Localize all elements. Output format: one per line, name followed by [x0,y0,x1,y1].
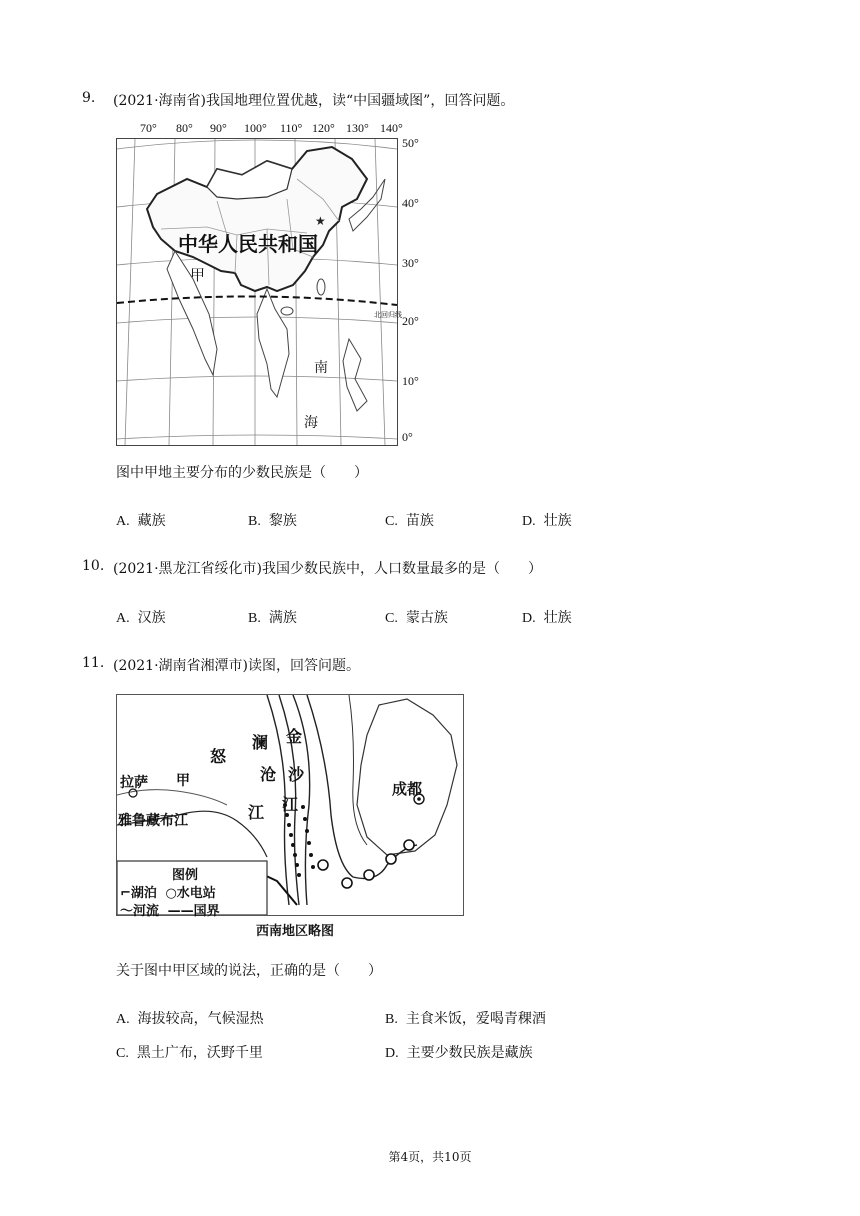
question-11-number: 11. [82,655,105,671]
legend-row-2 [120,900,220,919]
label-yarlung-tsangpo: 雅鲁藏布江 [118,813,188,829]
question-9-number: 9. [82,90,96,106]
q11-option-a[interactable] [116,1008,264,1028]
sea-label-nan: 南 [314,360,328,376]
q11-option-a-text: 海拔较高，气候湿热 [137,1011,264,1027]
q9-option-c[interactable] [385,510,434,530]
label-lan-river: 澜 [252,733,269,752]
q11-option-c-text: 黑土广布，沃野千里 [136,1045,263,1061]
q11-option-c[interactable] [116,1042,263,1062]
q10-option-b-letter: B. [248,611,261,626]
question-10-text: (2021·黑龙江省绥化市)我国少数民族中，人口数量最多的是（ ） [113,561,543,577]
lon-tick-80: 80° [176,121,193,135]
lake-icon: ⌐ [120,886,131,901]
label-lhasa: 拉萨 [120,775,148,791]
border-icon: —— [167,904,194,919]
q11-option-b-text: 主食米饭，爱喝青稞酒 [405,1011,546,1027]
lon-tick-110: 110° [280,121,303,135]
lon-tick-120: 120° [312,121,335,135]
lon-tick-90: 90° [210,121,227,135]
q10-option-d-letter: D. [522,611,536,626]
q9-option-a[interactable] [116,510,166,530]
label-jiang-1: 江 [248,803,265,822]
lon-tick-100: 100° [244,121,267,135]
q9-option-b-text: 黎族 [268,513,297,529]
label-jia-region: 甲 [176,773,190,789]
q9-option-d-letter: D. [522,514,536,529]
legend-border: 国界 [193,904,220,919]
map-caption: 西南地区略图 [256,924,335,939]
q10-option-d-text: 壮族 [543,610,572,626]
hydropower-station-icon: ○ [165,886,177,901]
legend-row-1 [120,882,216,901]
question-9-subquestion: 图中甲地主要分布的少数民族是（ ） [116,465,368,481]
question-11-subquestion: 关于图中甲区域的说法，正确的是（ ） [116,963,382,979]
lat-tick-30: 30° [402,256,419,270]
lon-tick-130: 130° [346,121,369,135]
lat-tick-40: 40° [402,196,419,210]
longitude-ticks [140,121,420,135]
label-jiang-2: 江 [282,795,299,814]
q11-option-d-text: 主要少数民族是藏族 [406,1045,533,1061]
lat-tick-20: 20° [402,314,419,328]
legend-station: 水电站 [176,886,216,901]
q10-option-b-text: 满族 [268,610,297,626]
q9-option-d[interactable] [522,510,572,530]
legend-lake: 湖泊 [130,886,157,901]
q9-option-b[interactable] [248,510,297,530]
q9-option-c-text: 苗族 [405,513,434,529]
q10-option-a-text: 汉族 [137,610,166,626]
q11-option-b-letter: B. [385,1012,398,1027]
q9-option-c-letter: C. [385,514,398,529]
china-territory-map [116,138,398,446]
lon-tick-70: 70° [140,121,157,135]
question-10-number: 10. [82,558,105,574]
label-cang-river: 沧 [260,765,277,784]
q11-option-c-letter: C. [116,1046,129,1061]
question-9-text: (2021·海南省)我国地理位置优越，读“中国疆域图”，回答问题。 [113,93,515,109]
lat-tick-50: 50° [402,136,419,150]
q9-option-b-letter: B. [248,514,261,529]
sea-label-hai: 海 [304,415,318,431]
lat-tick-10: 10° [402,374,419,388]
question-11-text: (2021·湖南省湘潭市)读图，回答问题。 [113,658,361,674]
label-chengdu: 成都 [392,780,423,798]
q10-option-c-text: 蒙古族 [405,610,448,626]
legend-title: 图例 [172,868,199,883]
q9-option-a-letter: A. [116,514,130,529]
legend-river: 河流 [133,904,160,919]
q11-option-d-letter: D. [385,1046,399,1061]
label-nu-river: 怒 [210,747,227,766]
q11-option-a-letter: A. [116,1012,130,1027]
q10-option-c-letter: C. [385,611,398,626]
country-label: 中华人民共和国 [178,232,318,256]
page-footer: 第4页，共10页 [388,1150,472,1164]
tropic-of-cancer-label: 北回归线 [374,311,402,319]
q11-option-d[interactable] [385,1042,533,1062]
lat-tick-0: 0° [402,430,413,444]
capital-star-icon: ★ [315,214,326,228]
q10-option-a[interactable] [116,607,166,627]
region-label-jia: 甲 [190,266,206,284]
q10-option-c[interactable] [385,607,448,627]
q9-option-d-text: 壮族 [543,513,572,529]
q10-option-d[interactable] [522,607,572,627]
q10-option-b[interactable] [248,607,297,627]
label-sha-river: 沙 [288,765,305,784]
q11-option-b[interactable] [385,1008,546,1028]
q9-option-a-text: 藏族 [137,513,166,529]
q10-option-a-letter: A. [116,611,130,626]
china-map-drawing [117,139,397,445]
label-jin-river: 金 [286,727,303,746]
river-icon: ～ [120,904,134,919]
lon-tick-140: 140° [380,121,403,135]
